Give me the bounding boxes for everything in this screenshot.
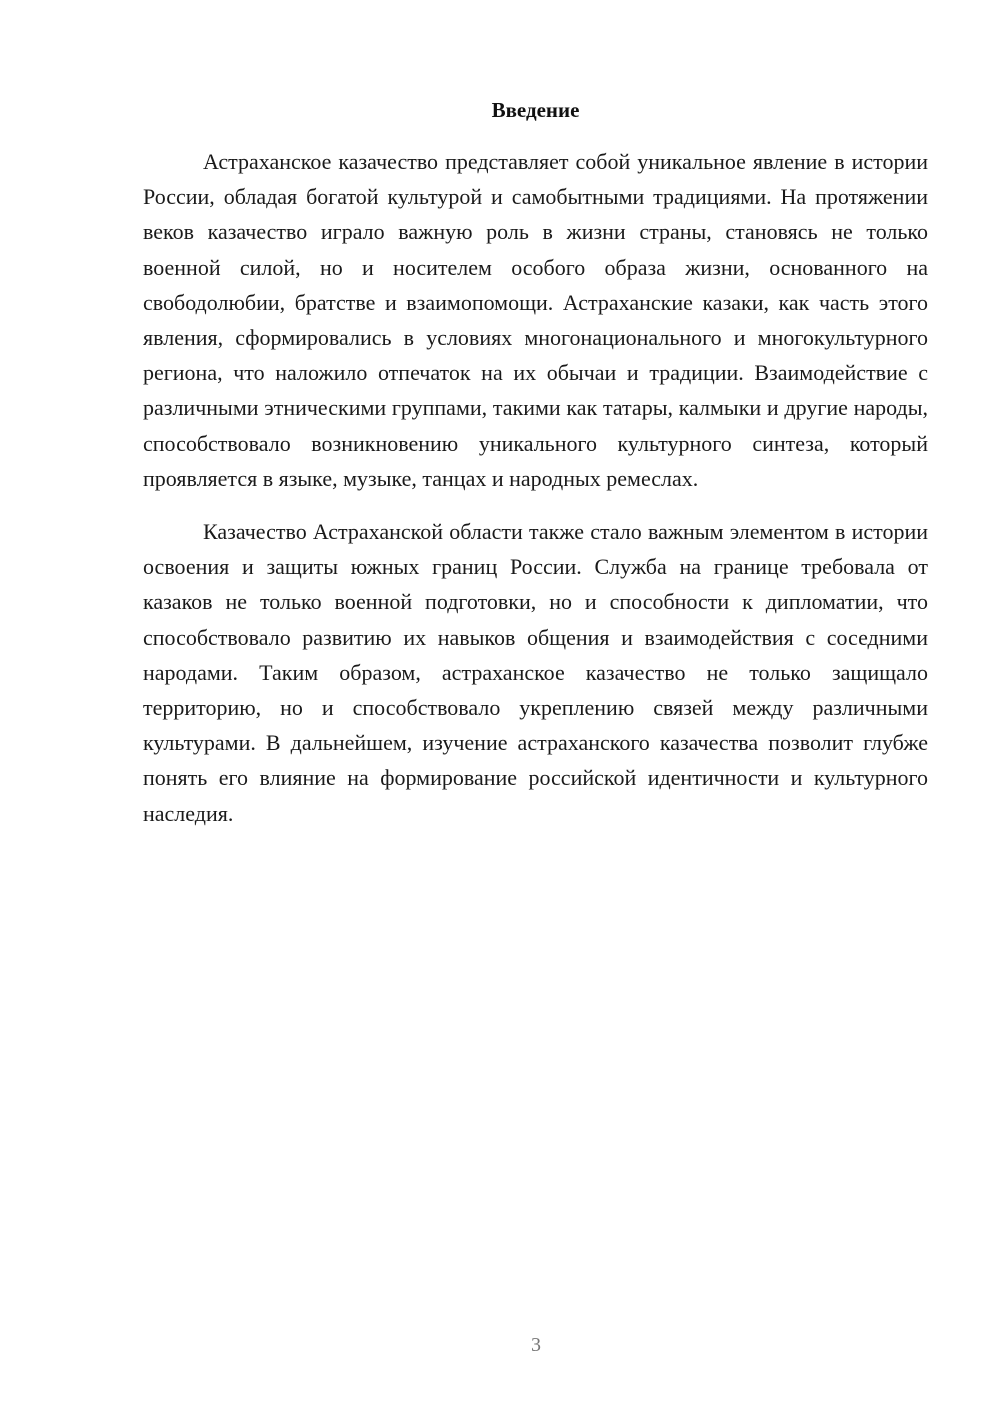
page-content [143, 96, 928, 831]
paragraph-1: Астраханское казачество представляет собой уникальное явление в истории России, обладая богатой культурой и самобытными традициями. На протяжении веков казачество играло важную роль в жизни страны, становясь не только военной силой, но и носителем особого образа жизни, основанного на свободолюбии, братстве и взаимопомощи. Астраханские казаки, как часть этого явления, сформировались в условиях многонационального и многокультурного региона, что наложило отпечаток на их обычаи и традиции. Взаимодействие с различными этническими группами, такими как татары, калмыки и другие народы, способствовало возникновению уникального культурного синтеза, который проявляется в языке, музыке, танцах и народных ремеслах. [143, 149, 928, 491]
paragraph-2: Казачество Астраханской области также стало важным элементом в истории освоения и защиты южных границ России. Служба на границе требовала от казаков не только военной подготовки, но и способности к дипломатии, что способствовало развитию их навыков общения и взаимодействия с соседними народами. Таким образом, астраханское казачество не только защищало территорию, но и способствовало укреплению связей между различными культурами. В дальнейшем, изучение астраханского казачества позволит глубже понять его влияние на формирование российской идентичности и культурного наследия. [143, 519, 928, 826]
section-title: Введение [491, 98, 580, 122]
page-number: 3 [531, 1334, 541, 1356]
